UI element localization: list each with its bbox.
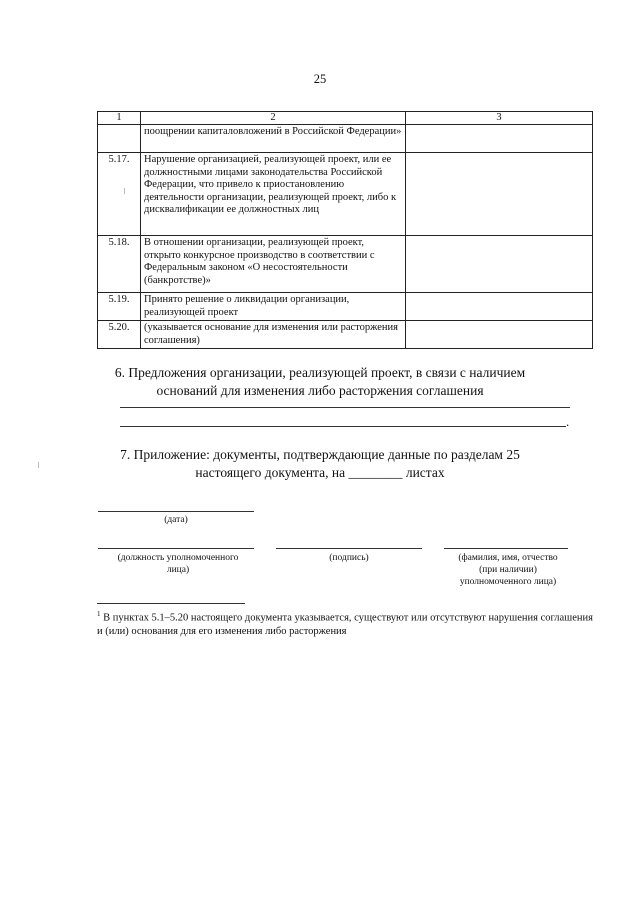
table-row <box>98 125 593 153</box>
name-label <box>436 552 580 588</box>
footnote-text: В пунктах 5.1–5.20 настоящего документа указывается, существуют или отсутствуют нарушения соглашения и (или) основания для его изменения либо расторжения <box>97 612 593 637</box>
row-text: Принято решение о ликвидации организации, реализующей проект <box>141 293 406 321</box>
table-row <box>98 293 593 321</box>
footnote <box>97 608 593 638</box>
indicators-table <box>97 111 593 349</box>
name-label-line3: уполномоченного лица) <box>459 577 557 587</box>
date-label: (дата) <box>164 515 188 525</box>
signature-line <box>276 548 422 549</box>
footnote-mark: 1 <box>97 610 101 618</box>
section6-fill-line-1 <box>120 407 570 408</box>
row-value <box>406 236 593 293</box>
footnote-separator <box>97 603 245 604</box>
row-text: Нарушение организацией, реализующей проект, или ее должностными лицами законодательства Российской Федерации, что привело к приостановлению деятельности организации, реализующей проект, либо к дисквалификации ее должностных лиц <box>141 153 406 236</box>
row-number <box>98 125 141 153</box>
row-number: 5.17. <box>98 153 141 236</box>
section6-title-line1: 6. Предложения организации, реализующей проект, в связи с наличием <box>114 365 526 380</box>
date-line <box>98 511 254 512</box>
name-line <box>444 548 568 549</box>
row-number: 5.19. <box>98 293 141 321</box>
table-row <box>98 153 593 236</box>
position-label <box>98 552 258 576</box>
position-label-line1: (должность уполномоченного <box>117 553 239 563</box>
position-label-line2: лица) <box>166 565 190 575</box>
section7-title-line1: 7. Приложение: документы, подтверждающие данные по разделам 25 <box>120 447 520 462</box>
scan-artifact <box>124 188 125 194</box>
row-value <box>406 153 593 236</box>
table-header-row <box>98 112 593 125</box>
row-value <box>406 125 593 153</box>
row-text: (указывается основание для изменения или расторжения соглашения) <box>141 321 406 349</box>
row-number: 5.18. <box>98 236 141 293</box>
position-line <box>98 548 254 549</box>
row-value <box>406 293 593 321</box>
name-label-line1: (фамилия, имя, отчество <box>458 553 558 563</box>
signature-label: (подпись) <box>329 553 369 563</box>
table-row <box>98 321 593 349</box>
section6-fill-line-2 <box>120 426 566 427</box>
header-col-3: 3 <box>406 112 593 125</box>
section6-end-mark: . <box>566 414 570 429</box>
row-value <box>406 321 593 349</box>
section6-title-line2: оснований для изменения либо расторжения соглашения <box>156 383 484 398</box>
table-row <box>98 236 593 293</box>
header-col-1: 1 <box>98 112 141 125</box>
row-number: 5.20. <box>98 321 141 349</box>
page-number: 25 <box>313 72 327 86</box>
row-text: поощрении капиталовложений в Российской Федерации» <box>141 125 406 153</box>
section7-title-line2: настоящего документа, на ________ листах <box>195 465 445 480</box>
name-label-line2: (при наличии) <box>479 565 537 575</box>
header-col-2: 2 <box>141 112 406 125</box>
row-text: В отношении организации, реализующей проект, открыто конкурсное производство в соответствии с Федеральным законом «О несостоятельности (банкротстве)» <box>141 236 406 293</box>
scan-artifact <box>38 462 39 468</box>
